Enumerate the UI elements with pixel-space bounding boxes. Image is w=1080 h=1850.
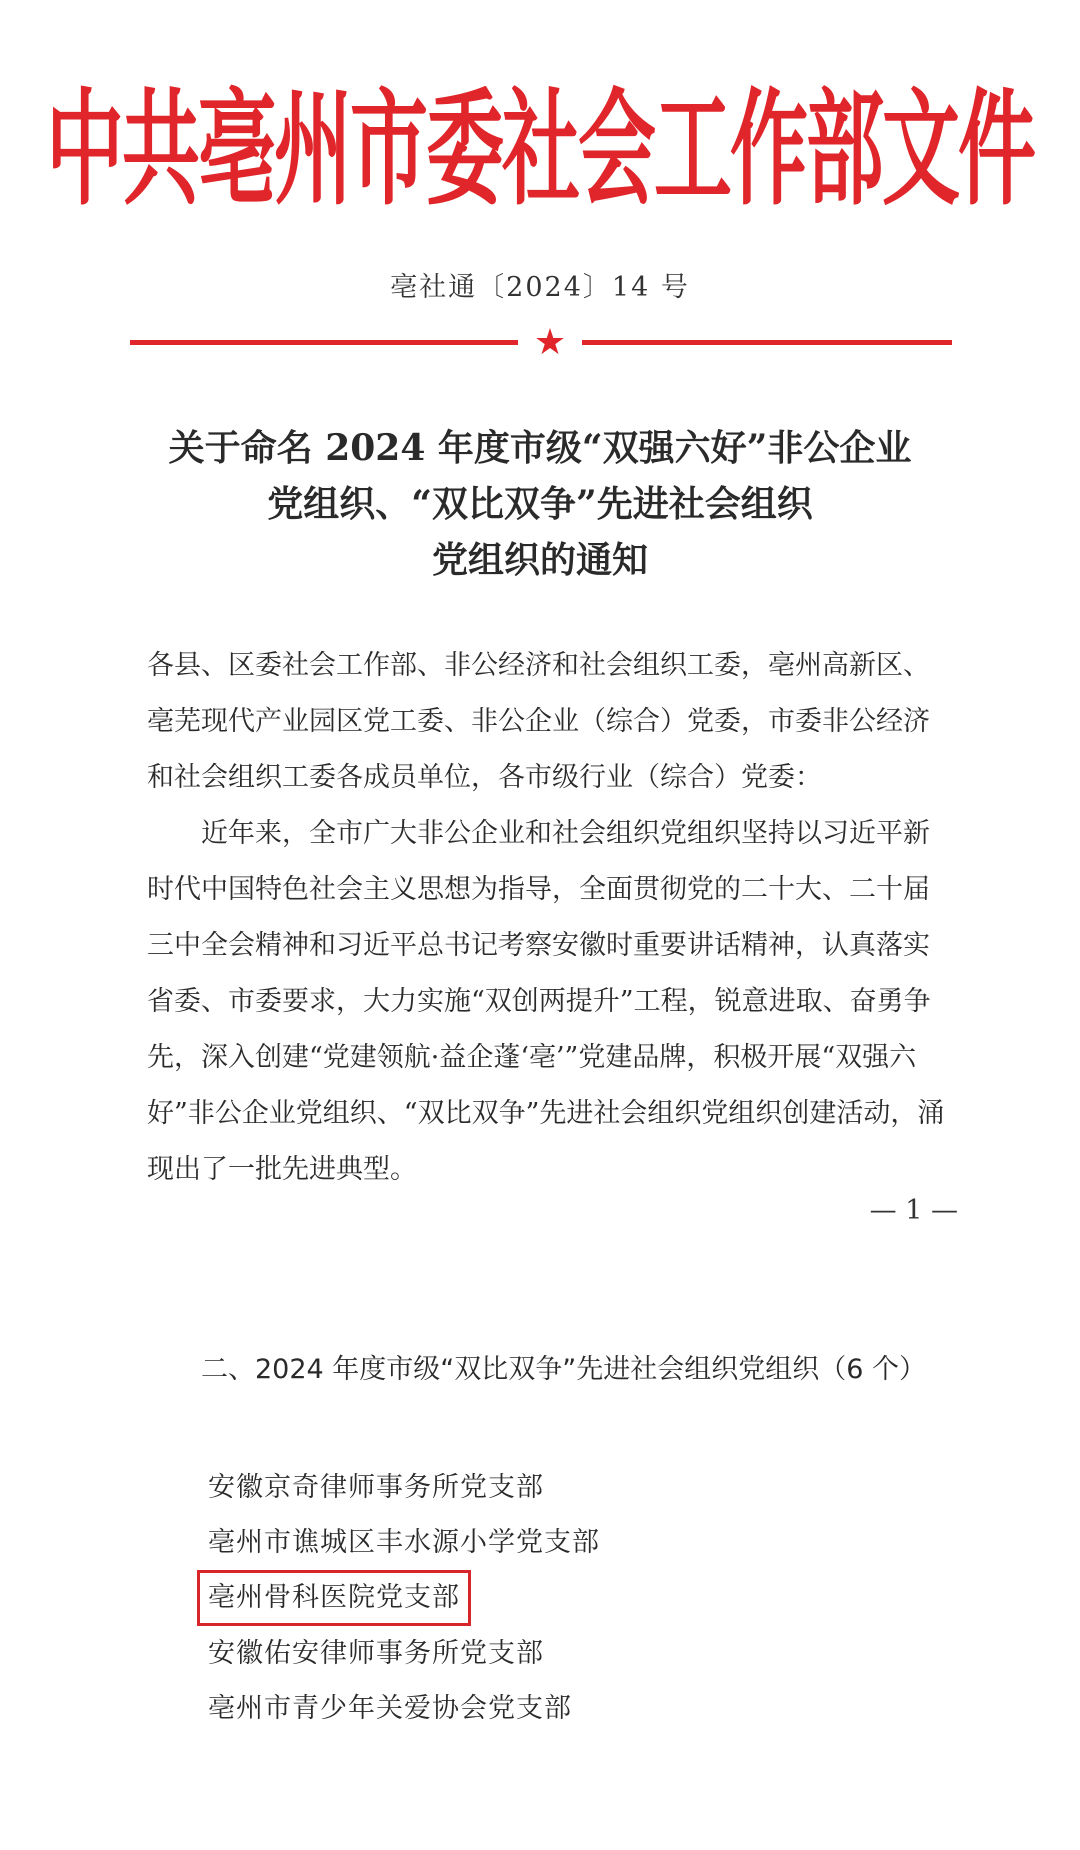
list-item: 安徽京奇律师事务所党支部 (208, 1472, 544, 1503)
list-item: 亳州市青少年关爱协会党支部 (208, 1693, 572, 1724)
recipients-paragraph (147, 638, 947, 806)
title-line-2: 党组织、“双比双争”先进社会组织 (267, 483, 813, 525)
masthead-title: 中共亳州市委社会工作部文件 (45, 78, 1034, 223)
list-item: 亳州市谯城区丰水源小学党支部 (208, 1527, 600, 1558)
section-heading: 二、2024 年度市级“双比双争”先进社会组织党组织（6 个） (201, 1354, 927, 1385)
title-line-1: 关于命名 2024 年度市级“双强六好”非公企业 (168, 427, 912, 469)
recipients-text: 各县、区委社会工作部、非公经济和社会组织工委，亳州高新区、亳芜现代产业园区党工委、非公企业（综合）党委，市委非公经济和社会组织工委各成员单位，各市级行业（综合）党委： (147, 650, 930, 793)
star-icon: ★ (533, 322, 567, 363)
list-item: 安徽佑安律师事务所党支部 (208, 1638, 544, 1669)
body-paragraph (147, 806, 947, 1198)
highlighted-list-item: 亳州骨科医院党支部 (200, 1573, 468, 1623)
document-title (0, 420, 1080, 588)
organization-list (208, 1460, 600, 1736)
document-number: 亳社通〔2024〕14 号 (390, 272, 690, 303)
title-line-3: 党组织的通知 (431, 539, 648, 581)
red-divider-left (130, 340, 518, 345)
page-number: — 1 — (869, 1195, 958, 1226)
body-paragraph-text: 近年来，全市广大非公企业和社会组织党组织坚持以习近平新时代中国特色社会主义思想为指导，全面贯彻党的二十大、二十届三中全会精神和习近平总书记考察安徽时重要讲话精神，认真落实省委、市委要求，大力实施“双创两提升”工程，锐意进取、奋勇争先，深入创建“党建领航·益企蓬‘亳’”党建品牌，积极开展“双强六好”非公企业党组织、“双比双争”先进社会组织党组织创建活动，涌现出了一批先进典型。 (147, 818, 945, 1185)
red-divider-right (582, 340, 952, 345)
